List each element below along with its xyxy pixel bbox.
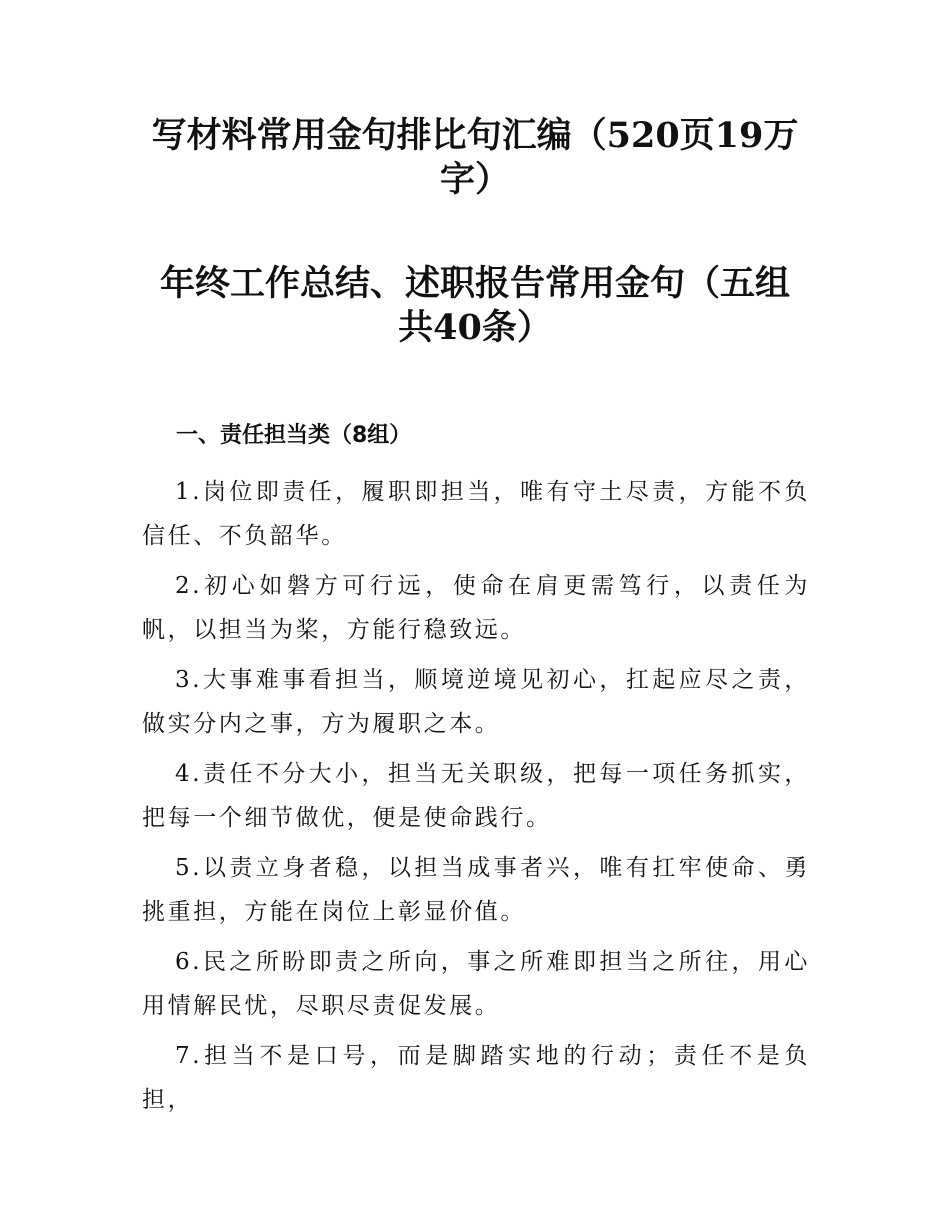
list-item: 5.以责立身者稳，以担当成事者兴，唯有扛牢使命、勇挑重担，方能在岗位上彰显价值。 [142,855,810,925]
section-heading: 一、责任担当类（8组） [176,423,412,448]
list-item: 6.民之所盼即责之所向，事之所难即担当之所往，用心用情解民忧，尽职尽责促发展。 [142,949,810,1019]
list-item: 2.初心如磐方可行远，使命在肩更需笃行，以责任为帆，以担当为桨，方能行稳致远。 [142,573,810,643]
list-item: 4.责任不分大小，担当无关职级，把每一项任务抓实，把每一个细节做优，便是使命践行。 [142,761,810,831]
list-item: 3.大事难事看担当，顺境逆境见初心，扛起应尽之责，做实分内之事，方为履职之本。 [142,667,810,737]
document-subtitle: 年终工作总结、述职报告常用金句（五组共40条） [159,263,790,348]
document-title: 写材料常用金句排比句汇编（520页19万字） [151,115,799,200]
list-item: 1.岗位即责任，履职即担当，唯有守土尽责，方能不负信任、不负韶华。 [142,479,810,549]
item-list [142,470,810,1128]
list-item: 7.担当不是口号，而是脚踏实地的行动；责任不是负担， [142,1043,810,1113]
